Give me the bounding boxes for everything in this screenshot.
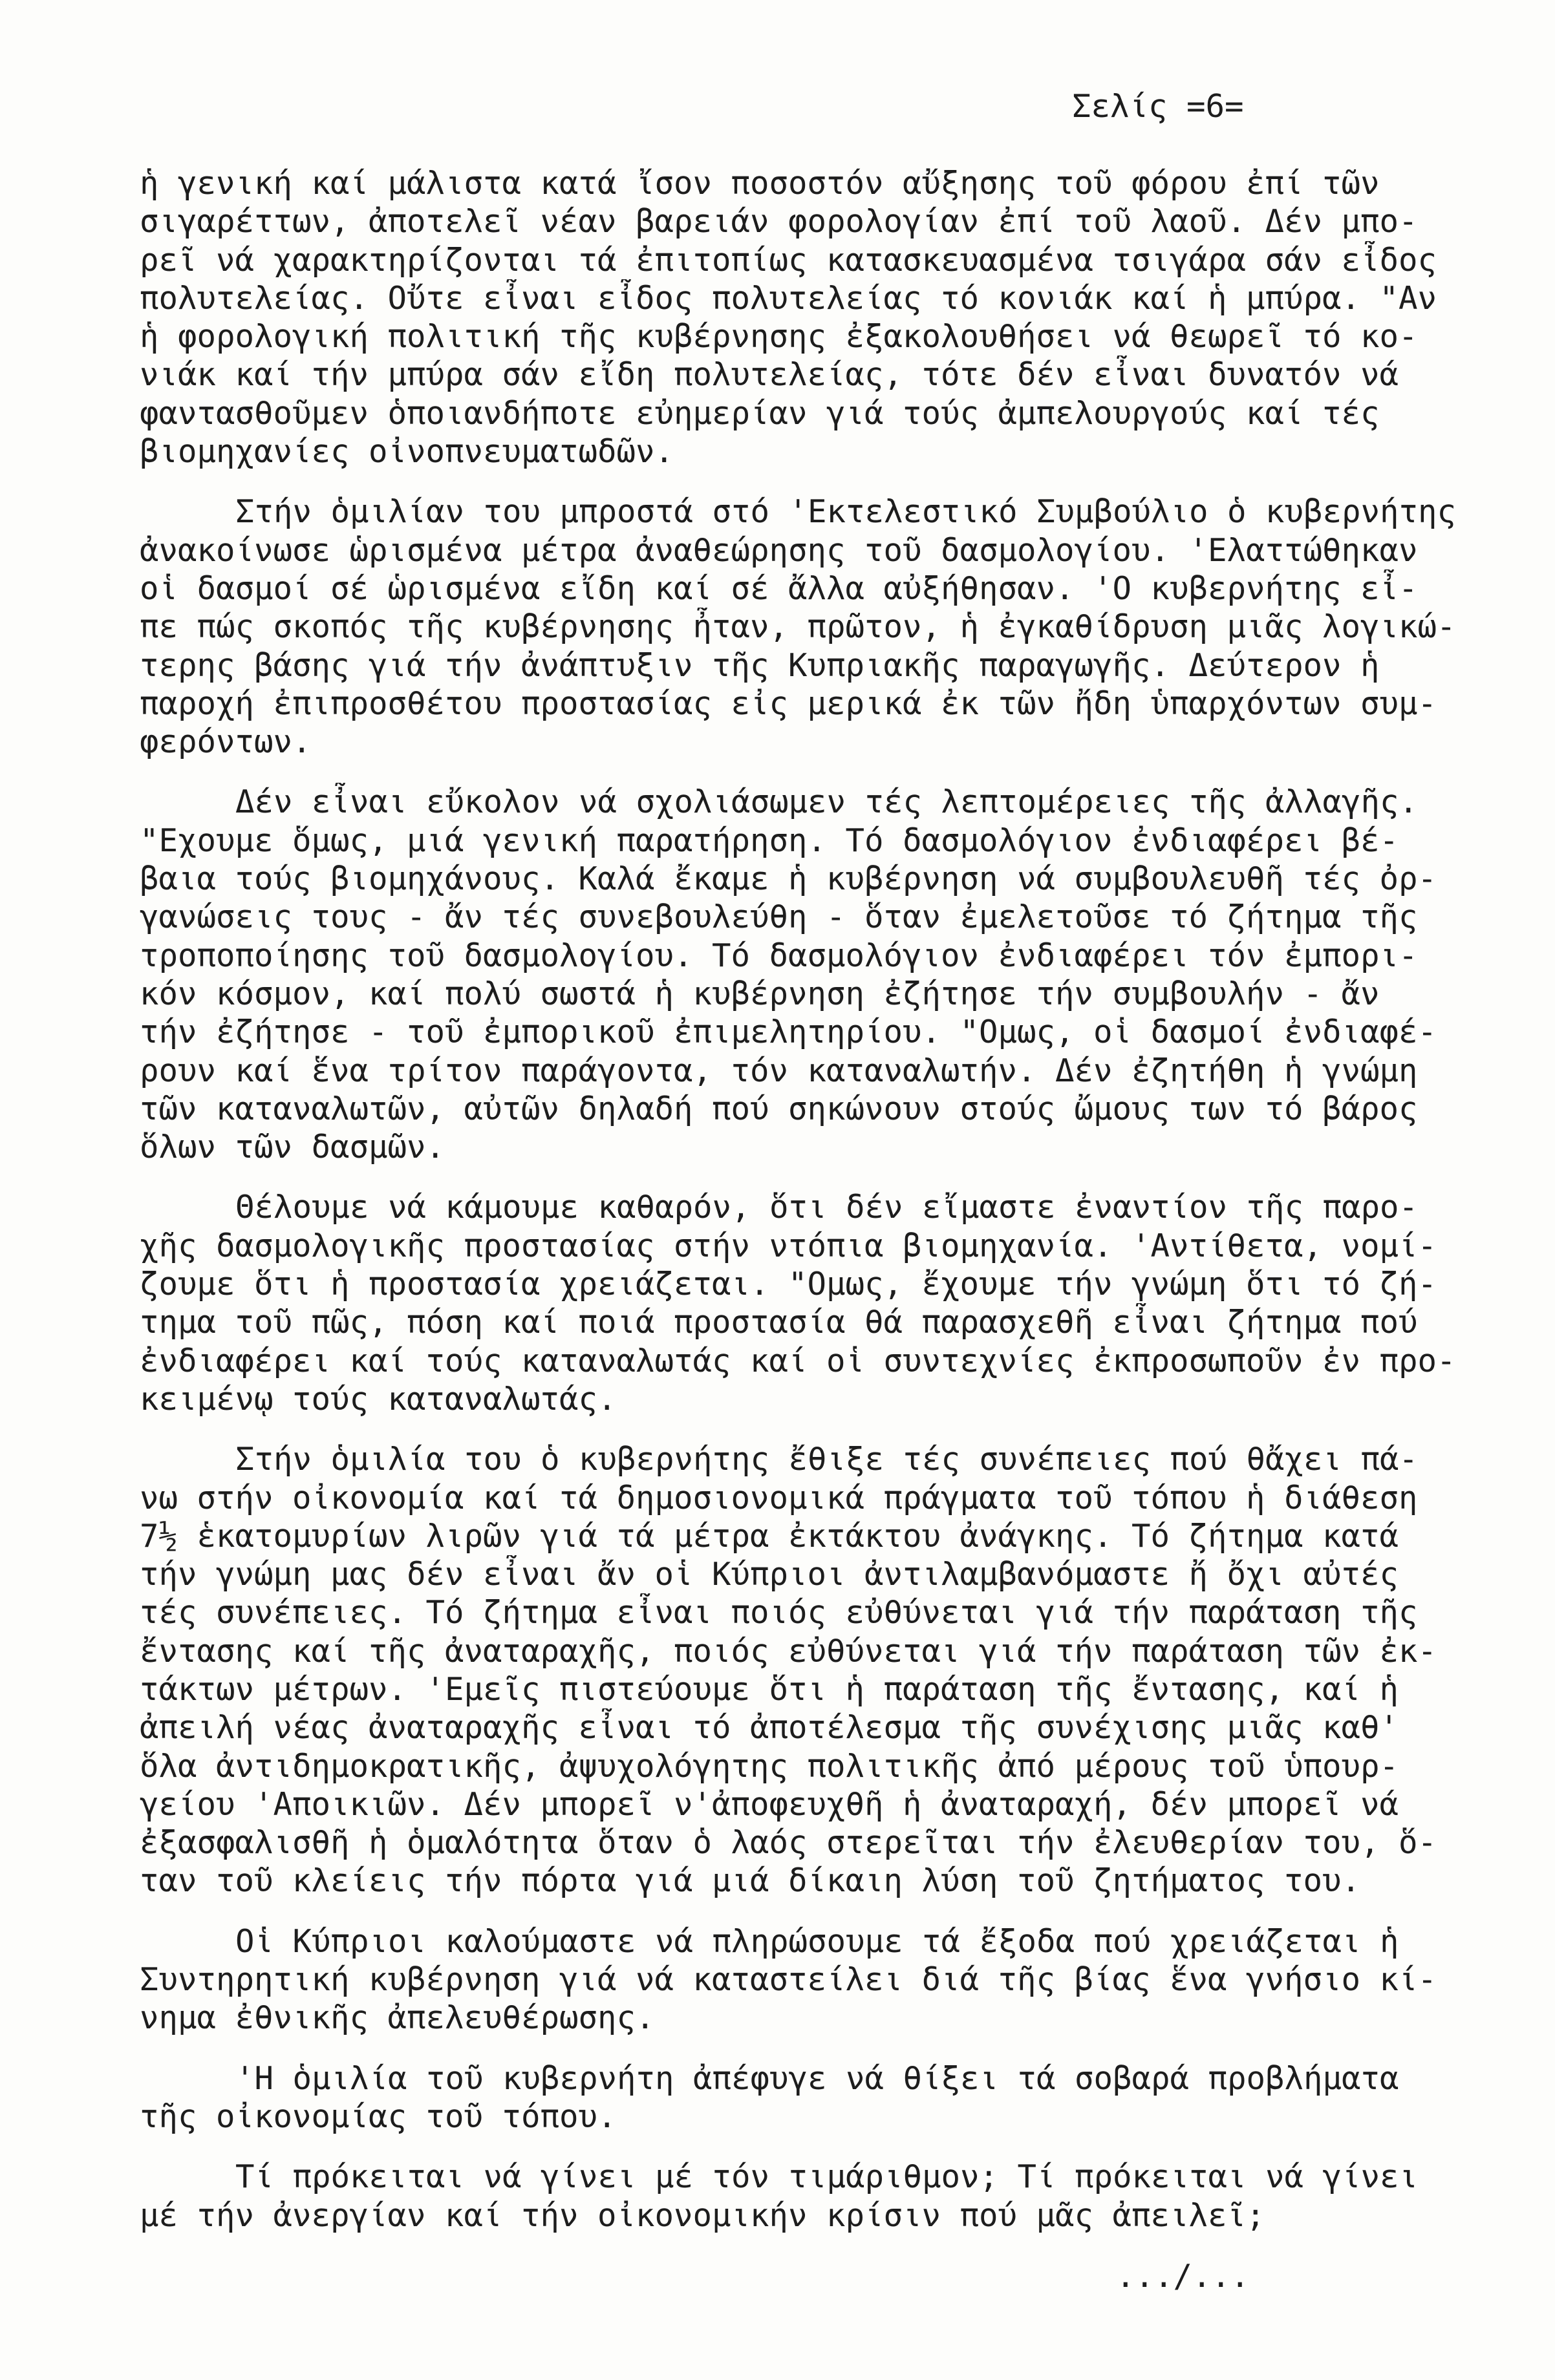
text-line: ἀνακοίνωσε ὡρισμένα μέτρα ἀναθεώρησης τοῦ δασμολογίου. 'Ελαττώθηκαν <box>140 531 1418 569</box>
text-line: ζουμε ὅτι ἡ προστασία χρειάζεται. "Ομως, ἔχουμε τήν γνώμη ὅτι τό ζή- <box>140 1266 1437 1303</box>
text-line: τροποποίησης τοῦ δασμολογίου. Τό δασμολόγιον ἐνδιαφέρει τόν ἐμπορι- <box>140 937 1418 974</box>
text-line: νημα ἐθνικῆς ἀπελευθέρωσης. <box>140 1999 655 2037</box>
text-line: κόν κόσμον, καί πολύ σωστά ἡ κυβέρνηση ἐζήτησε τήν συμβουλήν - ἄν <box>140 975 1380 1012</box>
text-line: 'Η ὁμιλία τοῦ κυβερνήτη ἀπέφυγε νά θίξει τά σοβαρά προβλήματα <box>235 2059 1399 2097</box>
text-line: ἔντασης καί τῆς ἀναταραχῆς, ποιός εὐθύνεται γιά τήν παράταση τῶν ἐκ- <box>140 1632 1437 1670</box>
text-line: οἱ δασμοί σέ ὡρισμένα εἴδη καί σέ ἄλλα αὐξήθησαν. 'Ο κυβερνήτης εἶ- <box>140 569 1418 607</box>
text-line: "Εχουμε ὅμως, μιά γενική παρατήρηση. Τό δασμολόγιον ἐνδιαφέρει βέ- <box>140 822 1399 859</box>
text-line: τήν γνώμη μας δέν εἶναι ἄν οἱ Κύπριοι ἀντιλαμβανόμαστε ἤ ὄχι αὐτές <box>140 1556 1399 1593</box>
paragraph <box>140 2059 1536 2136</box>
text-line: ἐξασφαλισθῆ ἡ ὁμαλότητα ὅταν ὁ λαός στερεῖται τήν ἐλευθερίαν του, ὅ- <box>140 1824 1437 1862</box>
text-line: χῆς δασμολογικῆς προστασίας στήν ντόπια βιομηχανία. 'Αντίθετα, νομί- <box>140 1227 1437 1264</box>
text-line: τές συνέπειες. Τό ζήτημα εἶναι ποιός εὐθύνεται γιά τήν παράταση τῆς <box>140 1594 1418 1631</box>
text-line: ρουν καί ἕνα τρίτον παράγοντα, τόν καταναλωτήν. Δέν ἐζητήθη ἡ γνώμη <box>140 1052 1418 1089</box>
text-line: ἡ γενική καί μάλιστα κατά ἴσον ποσοστόν αὔξησης τοῦ φόρου ἐπί τῶν <box>140 165 1380 202</box>
page-number-header: Σελίς =6= <box>1072 88 1244 125</box>
text-line: Δέν εἶναι εὔκολον νά σχολιάσωμεν τές λεπτομέρειες τῆς ἀλλαγῆς. <box>235 783 1419 821</box>
text-line: παροχή ἐπιπροσθέτου προστασίας εἰς μερικά ἐκ τῶν ἤδη ὑπαρχόντων συμ- <box>140 685 1437 722</box>
paragraph <box>140 493 1536 761</box>
text-line: ταν τοῦ κλείεις τήν πόρτα γιά μιά δίκαιη λύση τοῦ ζητήματος του. <box>140 1862 1361 1900</box>
text-line: βιομηχανίες οἰνοπνευματωδῶν. <box>140 433 674 471</box>
text-line: φαντασθοῦμεν ὁποιανδήποτε εὐημερίαν γιά τούς ἀμπελουργούς καί τές <box>140 394 1380 432</box>
text-line: μέ τήν ἀνεργίαν καί τήν οἰκονομικήν κρίσιν πού μᾶς ἀπειλεῖ; <box>140 2196 1265 2234</box>
text-line: Οἱ Κύπριοι καλούμαστε νά πληρώσουμε τά ἔξοδα πού χρειάζεται ἡ <box>235 1922 1399 1960</box>
text-line: τημα τοῦ πῶς, πόση καί ποιά προστασία θά παρασχεθῆ εἶναι ζήτημα πού <box>140 1304 1418 1341</box>
continuation-marker: .../... <box>1116 2258 1250 2295</box>
text-line: γανώσεις τους - ἄν τές συνεβουλεύθη - ὅταν ἐμελετοῦσε τό ζήτημα τῆς <box>140 898 1418 936</box>
paragraph <box>140 1188 1536 1418</box>
text-line: φερόντων. <box>140 723 312 761</box>
paragraph <box>140 164 1536 471</box>
text-line: Στήν ὁμιλίαν του μπροστά στό 'Εκτελεστικό Συμβούλιο ὁ κυβερνήτης <box>235 493 1457 531</box>
text-line: ἡ φορολογική πολιτική τῆς κυβέρνησης ἐξακολουθήσει νά θεωρεῖ τό κο- <box>140 318 1418 356</box>
paragraph <box>140 783 1536 1166</box>
text-line: τερης βάσης γιά τήν ἀνάπτυξιν τῆς Κυπριακῆς παραγωγῆς. Δεύτερον ἡ <box>140 646 1380 684</box>
paragraph <box>140 1922 1536 2037</box>
paragraph <box>140 1440 1536 1900</box>
text-line: ὅλων τῶν δασμῶν. <box>140 1129 445 1166</box>
text-line: νω στήν οἰκονομία καί τά δημοσιονομικά πράγματα τοῦ τόπου ἡ διάθεση <box>140 1479 1418 1516</box>
text-line: Στήν ὁμιλία του ὁ κυβερνήτης ἔθιξε τές συνέπειες πού θἄχει πά- <box>235 1441 1419 1478</box>
text-line: Τί πρόκειται νά γίνει μέ τόν τιμάριθμον; Τί πρόκειται νά γίνει <box>235 2158 1419 2196</box>
text-line: τῶν καταναλωτῶν, αὐτῶν δηλαδή πού σηκώνουν στούς ὤμους των τό βάρος <box>140 1090 1418 1127</box>
text-line: πολυτελείας. Οὔτε εἶναι εἶδος πολυτελείας τό κονιάκ καί ἡ μπύρα. "Αν <box>140 279 1437 317</box>
paragraph <box>140 2158 1536 2235</box>
text-line: ἀπειλή νέας ἀναταραχῆς εἶναι τό ἀποτέλεσμα τῆς συνέχισης μιᾶς καθ' <box>140 1709 1399 1747</box>
text-line: σιγαρέττων, ἀποτελεῖ νέαν βαρειάν φορολογίαν ἐπί τοῦ λαοῦ. Δέν μπο- <box>140 203 1418 240</box>
text-line: ἐνδιαφέρει καί τούς καταναλωτάς καί οἱ συντεχνίες ἐκπροσωποῦν ἐν προ- <box>140 1342 1456 1379</box>
text-line: Συντηρητική κυβέρνηση γιά νά καταστείλει διά τῆς βίας ἕνα γνήσιο κί- <box>140 1961 1437 1999</box>
text-line: ὅλα ἀντιδημοκρατικῆς, ἀψυχολόγητης πολιτικῆς ἀπό μέρους τοῦ ὑπουρ- <box>140 1747 1399 1785</box>
text-line: γείου 'Αποικιῶν. Δέν μπορεῖ ν'ἀποφευχθῆ ἡ ἀναταραχή, δέν μπορεῖ νά <box>140 1785 1399 1823</box>
document-body <box>140 164 1536 2235</box>
text-line: ρεῖ νά χαρακτηρίζονται τά ἐπιτοπίως κατασκευασμένα τσιγάρα σάν εἶδος <box>140 241 1437 279</box>
text-line: τήν ἐζήτησε - τοῦ ἐμπορικοῦ ἐπιμελητηρίου. "Ομως, οἱ δασμοί ἐνδιαφέ- <box>140 1014 1437 1051</box>
text-line: τάκτων μέτρων. 'Εμεῖς πιστεύουμε ὅτι ἡ παράταση τῆς ἔντασης, καί ἡ <box>140 1670 1399 1708</box>
text-line: νιάκ καί τήν μπύρα σάν εἴδη πολυτελείας, τότε δέν εἶναι δυνατόν νά <box>140 356 1399 394</box>
text-line: κειμένῳ τούς καταναλωτάς. <box>140 1380 617 1418</box>
text-line: τῆς οἰκονομίας τοῦ τόπου. <box>140 2098 617 2135</box>
text-line: βαια τούς βιομηχάνους. Καλά ἔκαμε ἡ κυβέρνηση νά συμβουλευθῆ τές ὀρ- <box>140 860 1437 898</box>
text-line: Θέλουμε νά κάμουμε καθαρόν, ὅτι δέν εἴμαστε ἐναντίον τῆς παρο- <box>235 1189 1419 1226</box>
text-line: πε πώς σκοπός τῆς κυβέρνησης ἦταν, πρῶτον, ἡ ἐγκαθίδρυση μιᾶς λογικώ- <box>140 608 1456 646</box>
text-line: 7½ ἑκατομυρίων λιρῶν γιά τά μέτρα ἐκτάκτου ἀνάγκης. Τό ζήτημα κατά <box>140 1517 1399 1555</box>
